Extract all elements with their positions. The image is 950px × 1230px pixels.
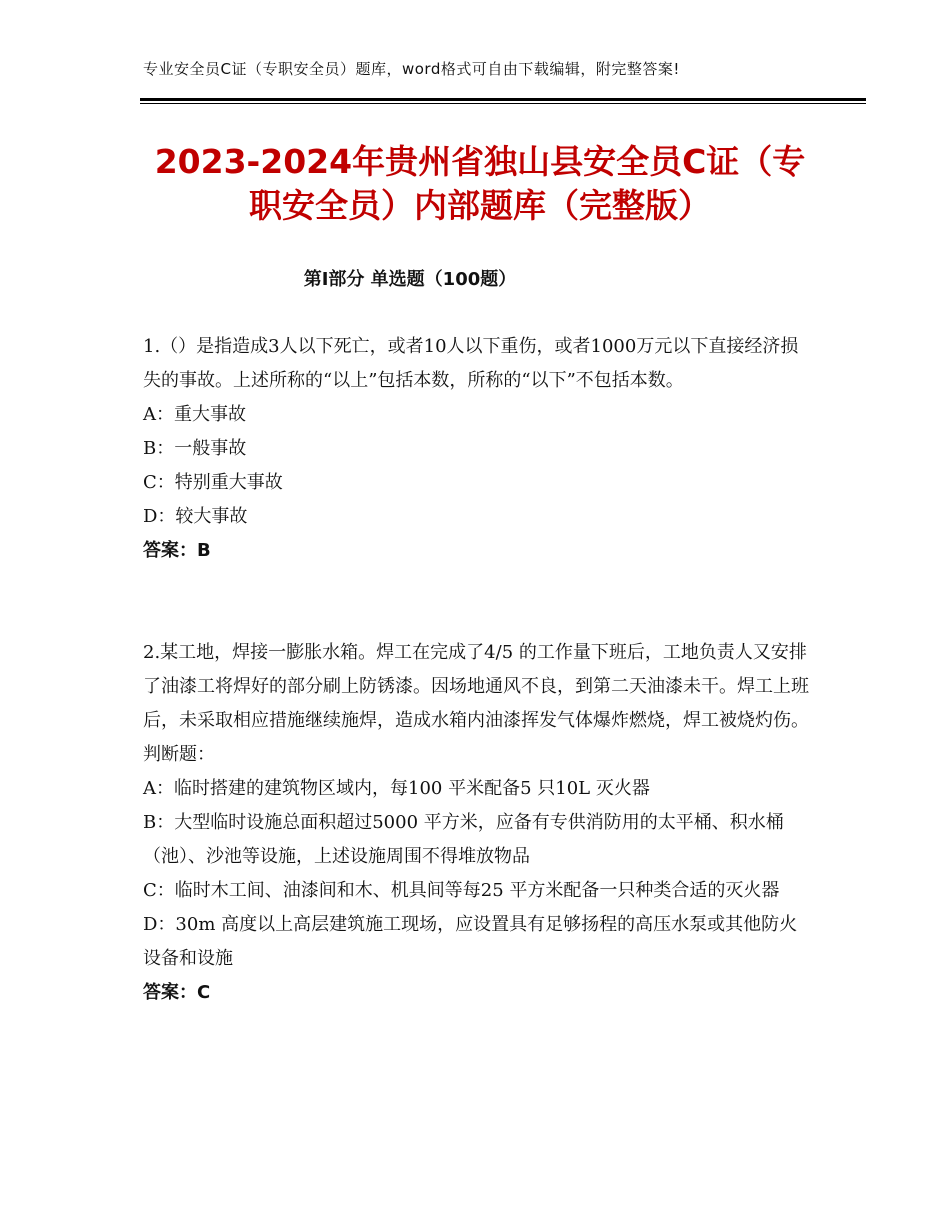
option-a: A：临时搭建的建筑物区域内，每100 平米配备5 只10L 灭火器 xyxy=(143,778,650,799)
option-c: C：临时木工间、油漆间和木、机具间等每25 平方米配备一只种类合适的灭火器 xyxy=(143,880,780,901)
option-b: B：一般事故 xyxy=(143,438,247,459)
option-a: A：重大事故 xyxy=(143,404,246,425)
option-c: C：特别重大事故 xyxy=(143,472,283,493)
header-divider-thin xyxy=(140,103,866,104)
section-title: 第Ⅰ部分 单选题（100题） xyxy=(303,269,517,290)
option-d: D：较大事故 xyxy=(143,506,248,527)
header-note: 专业安全员C证（专职安全员）题库，word格式可自由下载编辑，附完整答案! xyxy=(143,60,680,78)
answer: 答案：C xyxy=(143,982,211,1003)
option-b: B：大型临时设施总面积超过5000 平方米，应备有专供消防用的太平桶、积水桶（池）、沙池等设施，上述设施周围不得堆放物品 xyxy=(143,812,784,867)
question-block-2 xyxy=(143,636,815,1010)
answer: 答案：B xyxy=(143,540,211,561)
question-block-1 xyxy=(143,330,815,568)
question-text: 1.（）是指造成3人以下死亡，或者10人以下重伤，或者1000万元以下直接经济损失的事故。上述所称的“以上”包括本数，所称的“以下”不包括本数。 xyxy=(143,336,799,391)
option-d: D：30m 高度以上高层建筑施工现场，应设置具有足够扬程的高压水泵或其他防火设备和设施 xyxy=(143,914,798,969)
document-title: 2023-2024年贵州省独山县安全员C证（专职安全员）内部题库（完整版） xyxy=(154,142,806,225)
question-text: 2.某工地，焊接一膨胀水箱。焊工在完成了4/5 的工作量下班后，工地负责人又安排了油漆工将焊好的部分刷上防锈漆。因场地通风不良，到第二天油漆未干。焊工上班后，未采取相应措施继续施焊，造成水箱内油漆挥发气体爆炸燃烧，焊工被烧灼伤。判断题： xyxy=(143,642,809,765)
header-divider-thick xyxy=(140,98,866,101)
